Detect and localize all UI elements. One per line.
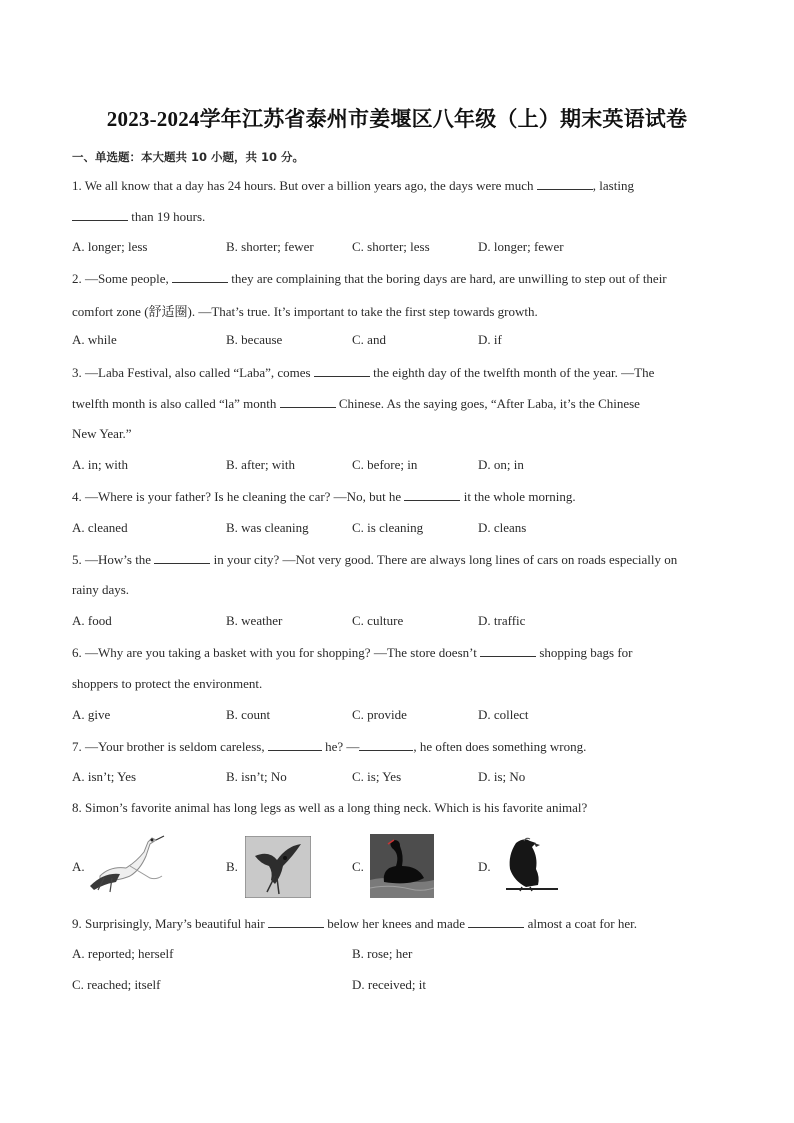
- question-1-line-1: [72, 177, 634, 194]
- question-6-line-1: [72, 644, 633, 661]
- question-5-text: 5. —How’s the: [72, 552, 152, 567]
- question-6-text: 6. —Why are you taking a basket with you for shopping? —The store doesn’t: [72, 645, 477, 660]
- option-a-label[interactable]: A.: [72, 859, 85, 874]
- question-1-text: than 19 hours.: [131, 209, 206, 224]
- swan-image[interactable]: [370, 834, 434, 898]
- option-c[interactable]: C. is cleaning: [352, 520, 424, 535]
- option-d[interactable]: D. collect: [478, 707, 529, 722]
- question-6-text: shopping bags for: [539, 645, 633, 660]
- option-a[interactable]: A. give: [72, 707, 111, 722]
- eagle-image[interactable]: [496, 833, 564, 897]
- question-5-line-2: rainy days.: [72, 582, 130, 597]
- option-d[interactable]: D. longer; fewer: [478, 239, 564, 254]
- option-c[interactable]: C. provide: [352, 707, 407, 722]
- option-c[interactable]: C. and: [352, 332, 386, 347]
- question-7-text: he? —: [325, 739, 360, 754]
- option-c[interactable]: C. culture: [352, 613, 404, 628]
- question-4-text: 4. —Where is your father? Is he cleaning the car? —No, but he: [72, 489, 402, 504]
- option-d-label[interactable]: D.: [478, 859, 491, 874]
- question-3-text: twelfth month is also called “la” month: [72, 396, 277, 411]
- question-3-line-1: [72, 364, 654, 381]
- option-b[interactable]: B. weather: [226, 613, 283, 628]
- option-d[interactable]: D. if: [478, 332, 502, 347]
- answer-blank: [280, 395, 336, 408]
- question-3-text: the eighth day of the twelfth month of the year. —The: [373, 365, 655, 380]
- answer-blank: [468, 915, 524, 928]
- question-3-text: Chinese. As the saying goes, “After Laba, it’s the Chinese: [338, 396, 640, 411]
- question-7-text: , he often does something wrong.: [413, 739, 587, 754]
- answer-blank: [268, 915, 324, 928]
- option-b[interactable]: B. rose; her: [352, 946, 413, 961]
- answer-blank: [172, 270, 228, 283]
- question-9-line-1: [72, 915, 637, 932]
- question-3-line-2: [72, 395, 640, 412]
- option-c[interactable]: C. reached; itself: [72, 977, 161, 992]
- option-a[interactable]: A. in; with: [72, 457, 128, 472]
- question-2-line-2: comfort zone (舒适圈). —That’s true. It’s important to take the first step towards growth.: [72, 304, 538, 319]
- option-a[interactable]: A. while: [72, 332, 117, 347]
- option-b[interactable]: B. isn’t; No: [226, 769, 287, 784]
- question-5-text: in your city? —Not very good. There are always long lines of cars on roads especially on: [213, 552, 678, 567]
- option-a[interactable]: A. isn’t; Yes: [72, 769, 137, 784]
- crane-image[interactable]: [86, 832, 168, 894]
- option-a[interactable]: A. food: [72, 613, 112, 628]
- question-8-line-1: 8. Simon’s favorite animal has long legs as well as a long thing neck. Which is his favorite animal?: [72, 800, 588, 815]
- option-d[interactable]: D. received; it: [352, 977, 426, 992]
- question-4-line-1: [72, 488, 576, 505]
- question-2-text: they are complaining that the boring days are hard, are unwilling to step out of their: [231, 271, 667, 286]
- question-6-line-2: shoppers to protect the environment.: [72, 676, 263, 691]
- answer-blank: [359, 738, 413, 751]
- answer-blank: [404, 488, 460, 501]
- option-b[interactable]: B. because: [226, 332, 283, 347]
- option-d[interactable]: D. on; in: [478, 457, 524, 472]
- answer-blank: [537, 177, 593, 190]
- answer-blank: [480, 644, 536, 657]
- question-2-line-1: [72, 270, 667, 287]
- section-heading: 一、单选题：本大题共 10 小题，共 10 分。: [72, 150, 305, 164]
- option-c[interactable]: C. is; Yes: [352, 769, 402, 784]
- bird-image[interactable]: [245, 836, 311, 898]
- question-1-line-2: [72, 208, 205, 225]
- option-a[interactable]: A. cleaned: [72, 520, 128, 535]
- question-4-text: it the whole morning.: [463, 489, 576, 504]
- question-9-text: below her knees and made: [327, 916, 466, 931]
- page-title: 2023-2024学年江苏省泰州市姜堰区八年级（上）期末英语试卷: [106, 107, 688, 131]
- option-b[interactable]: B. shorter; fewer: [226, 239, 314, 254]
- answer-blank: [268, 738, 322, 751]
- question-1-text: 1. We all know that a day has 24 hours. But over a billion years ago, the days were much: [72, 178, 534, 193]
- answer-blank: [314, 364, 370, 377]
- question-7-line-1: [72, 738, 586, 755]
- option-c[interactable]: C. before; in: [352, 457, 418, 472]
- option-d[interactable]: D. traffic: [478, 613, 526, 628]
- option-b[interactable]: B. was cleaning: [226, 520, 309, 535]
- option-c-label[interactable]: C.: [352, 859, 364, 874]
- answer-blank: [154, 551, 210, 564]
- option-b-label[interactable]: B.: [226, 859, 238, 874]
- option-a[interactable]: A. reported; herself: [72, 946, 174, 961]
- question-1-text: , lasting: [592, 178, 634, 193]
- question-3-line-3: New Year.”: [72, 426, 132, 441]
- option-a[interactable]: A. longer; less: [72, 239, 148, 254]
- question-7-text: 7. —Your brother is seldom careless,: [72, 739, 265, 754]
- question-5-line-1: [72, 551, 677, 568]
- question-3-text: 3. —Laba Festival, also called “Laba”, comes: [72, 365, 311, 380]
- answer-blank: [72, 208, 128, 221]
- option-b[interactable]: B. count: [226, 707, 271, 722]
- option-d[interactable]: D. is; No: [478, 769, 526, 784]
- question-2-text: 2. —Some people,: [72, 271, 169, 286]
- option-c[interactable]: C. shorter; less: [352, 239, 430, 254]
- option-b[interactable]: B. after; with: [226, 457, 295, 472]
- option-d[interactable]: D. cleans: [478, 520, 527, 535]
- question-9-text: almost a coat for her.: [527, 916, 637, 931]
- question-9-text: 9. Surprisingly, Mary’s beautiful hair: [72, 916, 265, 931]
